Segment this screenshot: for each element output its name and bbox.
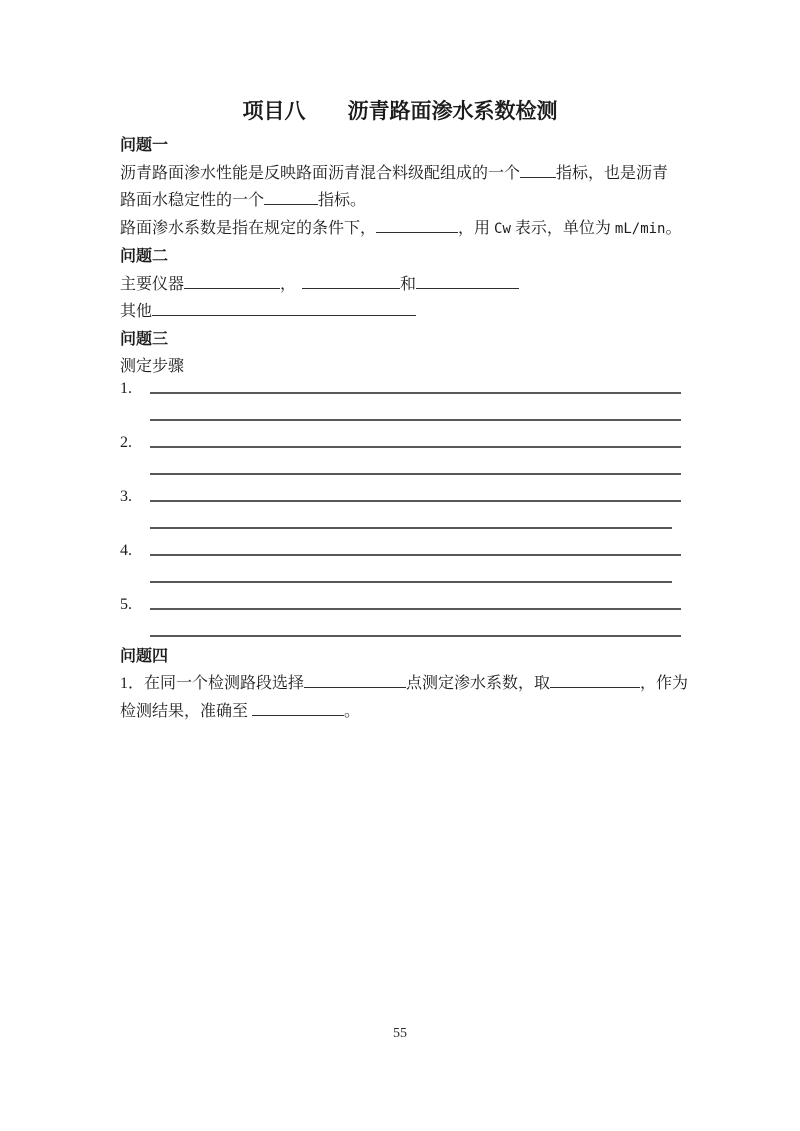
step-item-5 [120, 589, 681, 616]
step-item-4 [120, 535, 681, 562]
q2-blank-4 [152, 300, 416, 316]
step-item-1-continuation [120, 400, 681, 427]
q2-heading: 问题二 [120, 248, 169, 265]
q4-line2-text-b: 。 [344, 702, 361, 720]
q1-line2-text-b: 指标。 [318, 192, 367, 209]
step-item-3-continuation [120, 508, 681, 535]
q4-blank-2 [550, 672, 640, 688]
q3-heading: 问题三 [120, 330, 169, 348]
q2-line1-and: 和 [400, 275, 417, 293]
step-item-5-continuation [120, 616, 681, 643]
q2-line1-comma: ， [280, 275, 297, 293]
step-2-answer-line [150, 446, 681, 448]
q2-line2-text-a: 其他 [120, 303, 153, 320]
q1-line1-text-a: 沥青路面渗水性能是反映路面沥青混合料级配组成的一个 [120, 164, 521, 182]
q1-line-1 [120, 160, 720, 188]
q1-blank-2 [264, 189, 318, 205]
q4-line-1 [120, 670, 740, 698]
q4-line2-text-a: 检测结果，准确至 [120, 702, 253, 720]
step-4-continuation-line [150, 581, 672, 583]
steps-list [120, 373, 681, 643]
q1-line3-text-b: ，用 [458, 219, 495, 237]
section-question-4 [120, 643, 740, 726]
step-number-3: 3. [120, 487, 132, 505]
step-number-4: 4. [120, 541, 132, 559]
step-4-answer-line [150, 554, 681, 556]
q1-blank-3 [376, 217, 458, 233]
step-item-4-continuation [120, 562, 681, 589]
step-item-2-continuation [120, 454, 681, 481]
step-2-continuation-line [150, 473, 681, 475]
step-5-answer-line [150, 608, 681, 610]
q1-line-2 [120, 187, 720, 215]
q1-line-3 [120, 215, 720, 244]
q1-line1-text-b: 指标，也是沥青 [556, 164, 669, 182]
q2-blank-2 [302, 273, 400, 289]
step-number-1: 1. [120, 379, 132, 397]
step-item-1 [120, 373, 681, 400]
step-3-continuation-line [150, 527, 672, 529]
q4-line1-text-a: 1．在同一个检测路段选择 [120, 675, 305, 692]
step-number-2: 2. [120, 433, 132, 451]
q2-blank-3 [416, 273, 519, 289]
q1-unit-ml-min: mL/min [614, 220, 666, 237]
q2-blank-1 [184, 273, 280, 289]
section-question-1 [120, 132, 720, 381]
step-number-5: 5. [120, 595, 132, 613]
q1-line3-text-c: 表示，单位为 [510, 219, 615, 237]
q1-heading: 问题一 [120, 137, 169, 154]
step-item-2 [120, 427, 681, 454]
document-title: 项目八 沥青路面渗水系数检测 [242, 99, 558, 123]
q1-line3-text-a: 路面渗水系数是指在规定的条件下， [120, 219, 377, 237]
step-5-continuation-line [150, 635, 681, 637]
q4-blank-3 [252, 700, 344, 716]
q2-line1-text-a: 主要仪器 [120, 275, 185, 293]
step-1-continuation-line [150, 419, 681, 421]
q4-line-2 [120, 698, 740, 726]
q4-blank-1 [304, 672, 406, 688]
q1-line3-text-d: 。 [665, 219, 682, 237]
step-3-answer-line [150, 500, 681, 502]
q1-line2-text-a: 路面水稳定性的一个 [120, 192, 265, 209]
q1-blank-1 [520, 162, 556, 178]
q3-subheading: 测定步骤 [120, 358, 185, 375]
page-number: 55 [393, 1026, 407, 1041]
q4-line1-text-c: ，作为 [640, 675, 689, 692]
step-item-3 [120, 481, 681, 508]
q2-line-1 [120, 271, 720, 299]
q2-line-2 [120, 298, 720, 326]
q1-symbol-cw: Cw [494, 220, 511, 237]
q4-heading: 问题四 [120, 647, 169, 665]
q4-line1-text-b: 点测定渗水系数，取 [406, 675, 551, 692]
step-1-answer-line [150, 392, 681, 394]
